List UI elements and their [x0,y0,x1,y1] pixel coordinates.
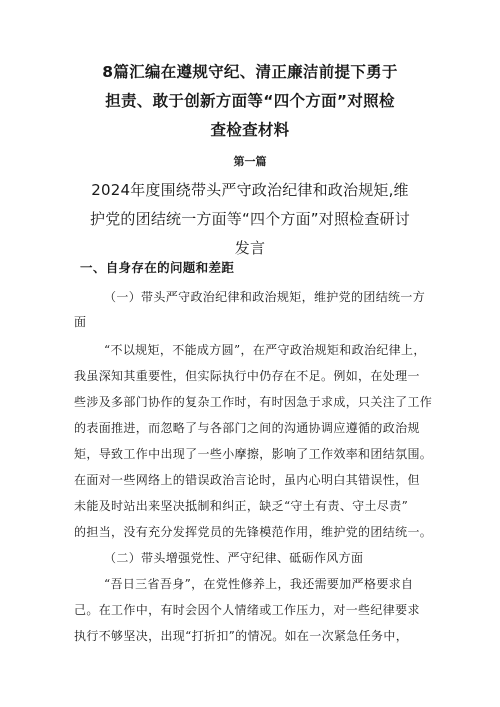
section-heading: 一、自身存在的问题和差距 [80,260,235,275]
article-title-line: 护党的团结统一方面等“四个方面”对照检查研讨 [90,210,410,228]
article-title-line: 发言 [234,239,266,257]
subsection-heading-line: （二）带头增强党性、严守纪律、砥砺作风方面 [104,551,364,565]
paragraph-line: 矩，导致工作中出现了一些小摩擦，影响了工作效率和团结氛围。 [74,447,433,461]
paragraph-line: 我虽深知其重要性，但实际执行中仍存在不足。例如，在处理一 [74,369,420,383]
title-line: 担责、敢于创新方面等“四个方面”对照检 [105,92,395,110]
paragraph-line: 的表面推进，而忽略了与各部门之间的沟通协调应遵循的政治规 [74,421,420,435]
paragraph-line: 在面对一些网络上的错误政治言论时，虽内心明白其错误性，但 [74,473,420,487]
title-line: 8篇汇编在遵规守纪、清正廉洁前提下勇于 [102,63,398,81]
paragraph-line: “不以规矩，不能成方圆”，在严守政治规矩和政治纪律上， [104,343,426,357]
paragraph-line: 些涉及多部门协作的复杂工作时，有时因急于求成，只关注了工作 [74,395,433,409]
paragraph-line: “吾日三省吾身”，在党性修养上，我还需要加严格要求自 [104,577,414,591]
chapter-label: 第一篇 [233,155,267,168]
paragraph-line: 执行不够坚决，出现“打折扣”的情况。如在一次紧急任务中， [74,629,409,643]
paragraph-line: 的担当，没有充分发挥党员的先锋模范作用，维护党的团结统一。 [74,525,433,539]
paragraph-line: 己。在工作中，有时会因个人情绪或工作压力，对一些纪律要求 [74,603,420,617]
subsection-heading-line: 面 [74,315,87,329]
paragraph-line: 未能及时站出来坚决抵制和纠正，缺乏“守土有责、守土尽责” [74,499,409,513]
document-title [40,58,460,145]
article-title [40,176,460,263]
article-title-line: 2024年度围绕带头严守政治纪律和政治规矩,维 [91,181,409,199]
title-line: 查检查材料 [210,121,290,139]
subsection-heading-line: （一）带头严守政治纪律和政治规矩，维护党的团结统一方 [104,290,426,304]
